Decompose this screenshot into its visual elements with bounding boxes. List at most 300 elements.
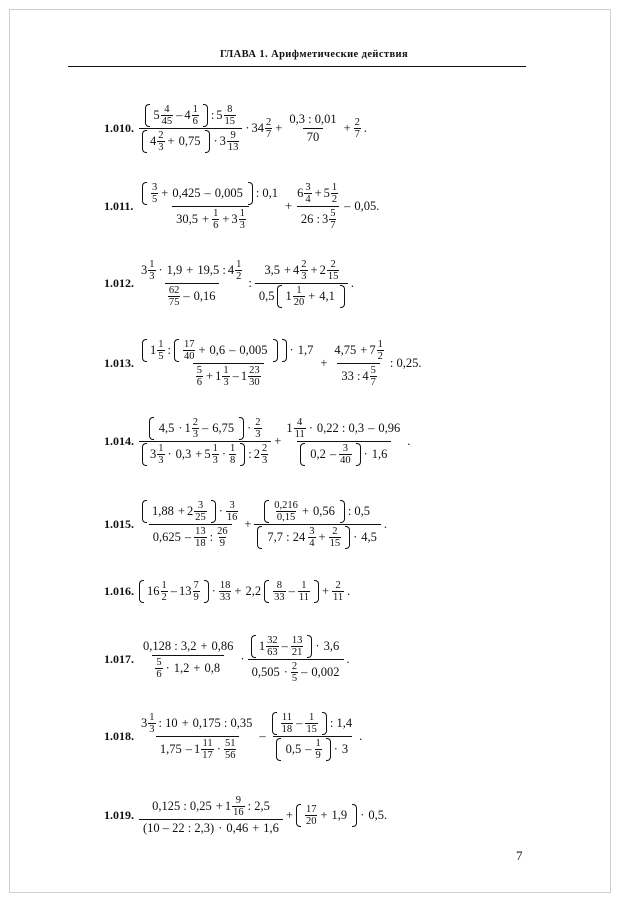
numerator: 2	[262, 442, 268, 454]
simple-fraction	[226, 500, 239, 523]
mixed-number	[369, 339, 385, 362]
math-term: –	[288, 583, 295, 598]
fraction	[139, 712, 256, 761]
whole-part: 2	[253, 446, 261, 461]
denominator: 9	[219, 537, 225, 549]
numerator: 3	[309, 525, 315, 537]
simple-fraction	[298, 580, 310, 603]
math-term: 0,5.	[368, 807, 388, 822]
fraction	[139, 500, 241, 549]
math-term: 0,125 : 0,25	[152, 798, 212, 813]
running-head: ГЛАВА 1. Арифметические действия	[219, 49, 409, 60]
math-term: 0,16	[193, 288, 216, 303]
exercise-number: 1.016.	[104, 583, 134, 598]
math-term: +	[301, 503, 309, 518]
simple-fraction	[305, 804, 318, 827]
numerator: 13	[291, 634, 303, 646]
numerator: 9	[230, 129, 236, 141]
numerator: 1	[296, 284, 302, 296]
numerator: 1	[315, 737, 321, 749]
math-term: 0,5	[258, 288, 275, 303]
whole-part: 5	[153, 107, 160, 122]
denominator: 3	[158, 454, 164, 466]
denominator: 8	[230, 454, 236, 466]
numerator	[139, 500, 241, 524]
math-term: +	[215, 798, 223, 813]
denominator: 11	[298, 591, 309, 603]
denominator: 2	[236, 270, 242, 282]
fraction	[139, 182, 282, 231]
parenthesized-group	[139, 580, 209, 603]
math-term: ·	[315, 638, 320, 653]
simple-fraction	[327, 259, 340, 282]
math-term: .	[347, 583, 351, 598]
math-term: –	[229, 342, 236, 357]
whole-part: 5	[323, 185, 330, 200]
mixed-number	[293, 259, 309, 282]
math-term: :	[210, 107, 215, 122]
simple-fraction	[216, 526, 229, 549]
denominator	[172, 206, 249, 231]
denominator: 6	[213, 219, 219, 231]
fraction	[330, 339, 386, 388]
numerator: 1	[149, 258, 155, 270]
math-term: :	[167, 342, 171, 357]
numerator	[269, 712, 356, 736]
denominator: 7	[370, 376, 376, 388]
exercise	[104, 257, 356, 309]
simple-fraction	[229, 443, 236, 466]
denominator: 7	[330, 219, 336, 231]
fraction	[139, 639, 237, 680]
math-term: +	[320, 355, 328, 370]
denominator: 40	[183, 350, 195, 362]
simple-fraction	[291, 661, 298, 684]
math-term: 33 :	[341, 368, 361, 383]
numerator	[139, 259, 245, 283]
math-term: .	[363, 120, 368, 135]
denominator: 9	[193, 591, 199, 603]
numerator: 1	[301, 579, 307, 591]
math-term: +	[193, 660, 201, 675]
mixed-number	[220, 130, 241, 153]
mixed-number	[150, 443, 166, 466]
math-term: 0,175 : 0,35	[192, 715, 253, 730]
numerator: 2	[158, 129, 164, 141]
denominator: 5	[158, 350, 164, 362]
numerator: 3	[305, 181, 311, 193]
denominator: 2	[331, 193, 338, 205]
simple-fraction	[196, 365, 203, 388]
simple-fraction	[161, 104, 174, 127]
math-term: .	[350, 275, 355, 290]
math-term: 19,5 :	[197, 262, 226, 277]
paren-content	[147, 500, 211, 523]
math-term: ·	[283, 664, 288, 679]
denominator: 3	[223, 376, 229, 388]
whole-part: 4	[293, 262, 300, 277]
exercise	[104, 415, 412, 467]
math-term: +	[186, 262, 194, 277]
math-term: 0,8	[204, 660, 221, 675]
parenthesized-group	[149, 417, 244, 440]
mixed-number	[362, 365, 378, 388]
parenthesized-group	[276, 738, 331, 761]
simple-fraction	[194, 526, 207, 549]
math-term: +	[198, 342, 206, 357]
numerator: 17	[183, 338, 195, 350]
parenthesized-group	[257, 526, 350, 549]
math-term: +	[275, 120, 283, 135]
simple-fraction	[331, 182, 338, 205]
exercise-expression	[138, 712, 364, 761]
math-term: ·	[353, 529, 358, 544]
simple-fraction	[222, 365, 229, 388]
denominator: 9	[315, 749, 321, 761]
numerator: 26	[217, 525, 228, 537]
numerator	[248, 635, 343, 659]
mixed-number	[231, 208, 247, 231]
math-term: ·	[216, 741, 221, 756]
simple-fraction	[192, 104, 199, 127]
denominator: 5	[152, 193, 158, 205]
math-term: +	[177, 503, 185, 518]
denominator	[193, 363, 264, 388]
numerator: 11	[202, 737, 213, 749]
mixed-number	[215, 365, 231, 388]
numerator: 11	[281, 711, 292, 723]
math-term: –	[259, 728, 266, 743]
whole-part: 1	[150, 342, 157, 357]
math-term: –	[232, 368, 239, 383]
simple-fraction	[293, 285, 306, 308]
exercise-expression	[138, 339, 423, 388]
exercise-number: 1.010.	[104, 120, 134, 135]
denominator: 11	[333, 591, 344, 603]
whole-part: 5	[216, 107, 223, 122]
numerator: 1	[377, 338, 383, 350]
mixed-number	[147, 580, 169, 603]
math-term: ·	[240, 651, 245, 666]
exercise-number: 1.015.	[104, 516, 134, 531]
numerator: 32	[267, 634, 278, 646]
numerator	[295, 182, 341, 206]
simple-fraction	[254, 417, 261, 440]
whole-part: 16	[147, 583, 160, 598]
paren-content	[154, 417, 239, 440]
numerator: 3	[152, 181, 158, 193]
math-term: 1,9	[166, 262, 183, 277]
math-term: –	[204, 185, 211, 200]
denominator: 21	[291, 646, 303, 658]
simple-fraction	[305, 712, 318, 735]
right-paren	[314, 580, 319, 603]
mixed-number	[185, 417, 201, 440]
exercise-expression	[138, 104, 369, 153]
numerator	[142, 104, 239, 128]
simple-fraction	[308, 526, 315, 549]
right-paren	[322, 712, 327, 735]
denominator	[273, 736, 353, 761]
exercise	[104, 180, 381, 232]
math-term: 0,96	[378, 420, 401, 435]
parenthesized-group	[142, 182, 253, 205]
denominator	[254, 524, 380, 549]
math-term: +	[314, 185, 322, 200]
header-rule	[68, 66, 526, 67]
simple-fraction	[273, 500, 299, 523]
math-term: :	[248, 446, 252, 461]
math-term: 1,88	[152, 503, 174, 518]
simple-fraction	[339, 443, 352, 466]
math-term: +	[181, 715, 189, 730]
paren-content	[147, 182, 248, 205]
fraction	[255, 259, 348, 308]
page-number: 7	[516, 848, 523, 863]
parenthesized-group	[142, 130, 210, 153]
math-term: 4,1	[319, 288, 335, 303]
parenthesized-group	[174, 339, 278, 362]
right-paren	[240, 443, 245, 466]
numerator: 1	[223, 364, 229, 376]
math-term: +	[343, 120, 351, 135]
simple-fraction	[315, 738, 322, 761]
denominator: 15	[306, 723, 317, 735]
numerator	[330, 339, 386, 363]
numerator: 23	[249, 364, 260, 376]
right-paren	[273, 339, 278, 362]
numerator: 3	[229, 499, 235, 511]
exercise	[104, 789, 389, 841]
parenthesized-group	[264, 580, 319, 603]
denominator	[156, 736, 240, 761]
exercise-number: 1.013.	[104, 355, 134, 370]
math-term: +	[308, 288, 316, 303]
math-term: –	[368, 420, 375, 435]
denominator: 45	[161, 115, 173, 127]
numerator: 2	[354, 116, 360, 128]
simple-fraction	[157, 443, 164, 466]
math-term: –	[344, 198, 351, 213]
math-term: +	[318, 529, 326, 544]
math-term: +	[234, 583, 242, 598]
numerator: 5	[330, 207, 336, 219]
paren-content	[144, 580, 204, 603]
exercise	[104, 498, 389, 550]
math-term: 7,7 : 24	[267, 529, 306, 544]
mixed-number	[259, 635, 280, 658]
denominator: 15	[327, 270, 339, 282]
whole-part: 1	[258, 638, 266, 653]
numerator: 2	[291, 660, 298, 672]
parenthesized-group	[142, 339, 287, 362]
math-term: ·	[218, 503, 223, 518]
right-paren	[239, 417, 244, 440]
simple-fraction	[304, 182, 311, 205]
numerator: 2	[330, 258, 336, 270]
denominator: 2	[161, 591, 167, 603]
math-term: ·	[289, 342, 294, 357]
math-term: +	[360, 342, 368, 357]
mixed-number	[297, 182, 313, 205]
math-term: –	[301, 664, 308, 679]
math-term: 1,7	[297, 342, 314, 357]
paren-content	[305, 443, 355, 466]
numerator	[260, 259, 342, 283]
whole-part: 2	[319, 262, 326, 277]
paren-content	[256, 635, 308, 658]
whole-part: 5	[204, 446, 211, 461]
simple-fraction	[193, 580, 200, 603]
simple-fraction	[157, 130, 164, 153]
math-term: +	[285, 807, 293, 822]
paren-content	[179, 339, 273, 362]
numerator: 2	[301, 258, 307, 270]
simple-fraction	[224, 104, 237, 127]
denominator: 3	[255, 428, 261, 440]
simple-fraction	[157, 339, 164, 362]
whole-part: 4	[362, 368, 369, 383]
simple-fraction	[354, 117, 361, 140]
math-term: –	[170, 583, 177, 598]
mixed-number	[241, 365, 262, 388]
math-term: –	[202, 420, 209, 435]
denominator: 3	[192, 428, 198, 440]
math-term: +	[202, 211, 210, 226]
simple-fraction	[261, 443, 268, 466]
math-term: ·	[360, 807, 365, 822]
whole-part: 3	[141, 262, 148, 277]
numerator: 8	[276, 579, 282, 591]
math-term: .	[359, 728, 363, 743]
numerator: 1	[161, 579, 167, 591]
denominator: 33	[274, 591, 285, 603]
exercise-expression	[138, 500, 389, 549]
mixed-number	[184, 104, 200, 127]
denominator: 6	[196, 376, 203, 388]
numerator: 18	[219, 579, 231, 591]
math-term: 4,75	[334, 342, 357, 357]
whole-part: 2	[186, 503, 194, 518]
simple-fraction	[329, 208, 336, 231]
mixed-number	[254, 443, 270, 466]
whole-part: 3	[219, 133, 226, 148]
math-term: +	[252, 820, 260, 835]
fraction	[285, 112, 340, 145]
denominator	[255, 283, 348, 308]
simple-fraction	[235, 259, 242, 282]
exercise	[104, 565, 352, 617]
math-term: 0,46	[226, 820, 249, 835]
numerator	[139, 339, 317, 363]
numerator: 5	[370, 364, 376, 376]
denominator: 17	[202, 749, 213, 761]
math-term: ·	[363, 446, 368, 461]
numerator: 0,216	[274, 499, 298, 511]
math-term: ·	[247, 420, 252, 435]
numerator: 62	[168, 284, 180, 296]
denominator	[297, 441, 391, 466]
simple-fraction	[332, 580, 344, 603]
denominator: 18	[195, 537, 206, 549]
denominator: 25	[195, 511, 206, 523]
math-term: +	[200, 638, 208, 653]
denominator: 33	[219, 591, 231, 603]
whole-part: 4	[184, 107, 191, 122]
numerator: 51	[224, 737, 236, 749]
simple-fraction	[201, 738, 214, 761]
exercise	[104, 102, 369, 154]
right-paren	[211, 500, 216, 523]
math-term: 0,128 : 3,2	[143, 638, 197, 653]
whole-part: 1	[285, 288, 292, 303]
numerator: 1	[236, 258, 242, 270]
math-term: 6,75	[212, 420, 235, 435]
numerator	[285, 112, 340, 128]
math-term: (10 – 22 : 2,3)	[143, 820, 215, 835]
paren-content	[150, 104, 203, 127]
exercise-number: 1.014.	[104, 433, 134, 448]
right-paren	[345, 526, 350, 549]
math-term: ·	[308, 420, 313, 435]
exercise	[104, 337, 423, 389]
simple-fraction	[266, 635, 279, 658]
whole-part: 1	[286, 420, 293, 435]
mixed-number	[285, 285, 306, 308]
numerator: 1	[192, 103, 198, 115]
math-term: 4,5	[361, 529, 377, 544]
math-term: 26 :	[300, 211, 320, 226]
denominator: 3	[239, 219, 245, 231]
parenthesized-group	[277, 285, 344, 308]
paren-content	[262, 526, 345, 549]
numerator: 3	[197, 499, 204, 511]
numerator: 13	[195, 525, 206, 537]
math-term: 0,505	[251, 664, 280, 679]
math-term: 4,5	[158, 420, 175, 435]
right-paren	[248, 182, 253, 205]
whole-part: 1	[194, 741, 201, 756]
whole-part: 4	[227, 262, 235, 277]
denominator: 20	[293, 296, 305, 308]
math-term: ·	[245, 120, 250, 135]
numerator: 1	[239, 207, 245, 219]
simple-fraction	[148, 259, 155, 282]
denominator: 3	[262, 454, 268, 466]
paren-content	[147, 443, 240, 466]
math-term: 0,75	[178, 133, 201, 148]
math-term: +	[206, 368, 214, 383]
math-term: 0,3 : 0,01	[289, 111, 337, 126]
math-term: .	[407, 433, 411, 448]
whole-part: 7	[369, 342, 376, 357]
math-term: .	[346, 651, 350, 666]
denominator: 6	[192, 115, 198, 127]
simple-fraction	[248, 365, 261, 388]
math-term: –	[185, 741, 193, 756]
math-term: 2,2	[245, 583, 262, 598]
mixed-number	[141, 712, 157, 735]
parenthesized-group	[296, 804, 357, 827]
denominator: 3	[149, 270, 155, 282]
simple-fraction	[212, 208, 219, 231]
exercise-expression	[138, 417, 412, 466]
mixed-number	[216, 104, 237, 127]
mixed-number	[324, 182, 340, 205]
simple-fraction	[148, 712, 155, 735]
whole-part: 3	[231, 211, 238, 226]
numerator	[284, 417, 404, 441]
